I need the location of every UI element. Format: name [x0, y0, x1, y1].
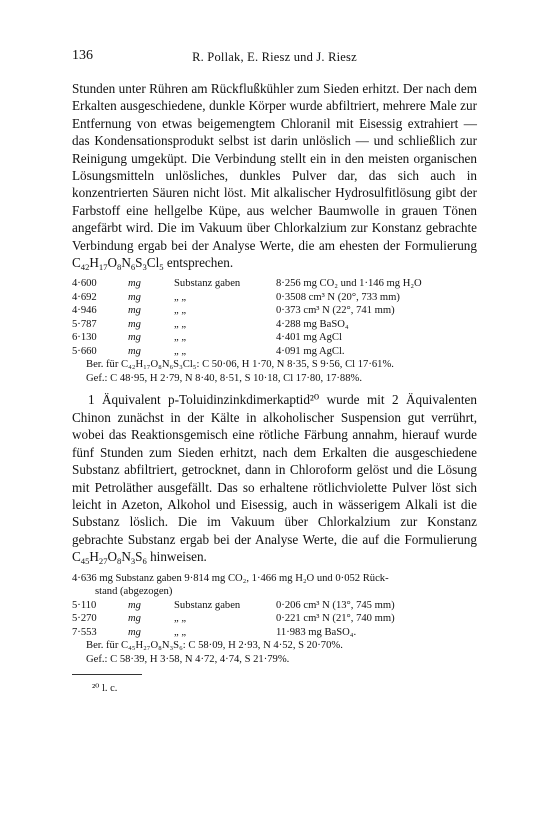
found-values: Gef.: C 58·39, H 3·58, N 4·72, 4·74, S 21·79%.: [86, 653, 290, 665]
analysis-row: 7·553 mg „ „ 11·983 mg BaSO₄.: [72, 626, 357, 638]
calculated-values: Ber. für C₄₅H₂₇O₈N₃S₆: C 58·09, H 2·93, N 4·52, S 20·70%.: [86, 640, 343, 652]
analysis-row: 4·636 mg Substanz gaben 9·814 mg CO₂, 1·466 mg H₂O und 0·052 Rück-: [72, 572, 389, 584]
analysis-block: [72, 572, 477, 667]
analysis-row: 4·600 mg Substanz gaben 8·256 mg CO₂ und 1·146 mg H₂O: [72, 278, 422, 290]
paragraph-text-end: entsprechen.: [166, 255, 234, 271]
analysis-row: 5·110 mg Substanz gaben 0·206 cm³ N (13°, 745 mm): [72, 599, 395, 611]
analysis-row: 4·946 mg „ „ 0·373 cm³ N (22°, 741 mm): [72, 305, 395, 317]
analysis-row-continued: stand (abgezogen): [95, 586, 173, 598]
page-number: 136: [72, 48, 93, 63]
running-title: R. Pollak, E. Riesz und J. Riesz: [192, 50, 357, 64]
calculated-values: Ber. für C₄₂H₁₇O₈N₆S₃Cl₅: C 50·06, H 1·70, N 8·35, S 9·56, Cl 17·61%.: [86, 359, 394, 371]
footnote-rule: [72, 674, 142, 675]
formula: $C_{42}H_{17}O_8N_6S_3Cl_5$: [72, 255, 164, 273]
analysis-row: 4·692 mg „ „ 0·3508 cm³ N (20°, 733 mm): [72, 291, 400, 303]
analysis-row: 5·270 mg „ „ 0·221 cm³ N (21°, 740 mm): [72, 613, 395, 625]
page-header: [72, 48, 477, 68]
paragraph-text: Stunden unter Rühren am Rückflußkühler zum Sieden erhitzt. Der nach dem Erkalten ausgeschiedene, dunkle Körper wurde abfiltriert, mehrere Male zur Entfernung von etwas beigemengtem Chloranil mit Eisessig extrahiert — das Kondensationsprodukt selbst ist darin unlöslich — und schließlich zur Reinigung umgeküpt. Die Verbindung stellt ein in den meisten organischen Lösungsmitteln unlösliches, dunkles Pulver dar, das sich auch in konzentrierten Säuren nicht löst. Mit alkalischer Hydrosulfitlösung gibt der Farbstoff eine hellgelbe Küpe, aus welcher Baumwolle in grauen Tönen angefärbt wird. Die im Vakuum über Chlorkalzium zur Konstanz gebrachte Verbindung ergab bei der Analyse Werte, die am ehesten der Formulierung: [72, 81, 477, 253]
page: [72, 48, 477, 697]
analysis-row: 5·660 mg „ „ 4·091 mg AgCl.: [72, 345, 345, 357]
analysis-row: 6·130 mg „ „ 4·401 mg AgCl: [72, 332, 342, 344]
found-values: Gef.: C 48·95, H 2·79, N 8·40, 8·51, S 10·18, Cl 17·80, 17·88%.: [86, 372, 363, 384]
paragraph-text-end: hinweisen.: [150, 549, 207, 565]
paragraph-text: 1 Äquivalent p-Toluidinzinkdimerkaptid²⁰ wurde mit 2 Äquivalenten Chinon zunächst in der Kälte in alkoholischer Suspension gut verrührt, wobei das Reaktionsgemisch eine rötliche Färbung annahm, hierauf wurde fünf Stunden zum Sieden erhitzt, nach dem Erkalten die ausgeschiedene Substanz abfiltriert, getrocknet, dann in Chloroform gelöst und die Lösung mit Petroläther ausgefällt. Das so erhaltene rötlichviolette Pulver löst sich leicht in Azeton, Alkohol und Eisessig, auch in wässerigem Alkali ist die Substanz löslich. Die im Vakuum über Chlorkalzium zur Konstanz gebrachte Substanz ergab bei der Analyse Werte, die auf die Formulierung: [72, 392, 477, 547]
page-body: [72, 80, 477, 697]
footnote: ²⁰ l. c.: [92, 683, 118, 695]
paragraph: [72, 80, 477, 271]
paragraph: [72, 391, 477, 565]
formula: $C_{45}H_{27}O_8N_3S_6$: [72, 549, 147, 567]
analysis-row: 5·787 mg „ „ 4·288 mg BaSO₄: [72, 318, 349, 330]
analysis-block: [72, 277, 477, 385]
